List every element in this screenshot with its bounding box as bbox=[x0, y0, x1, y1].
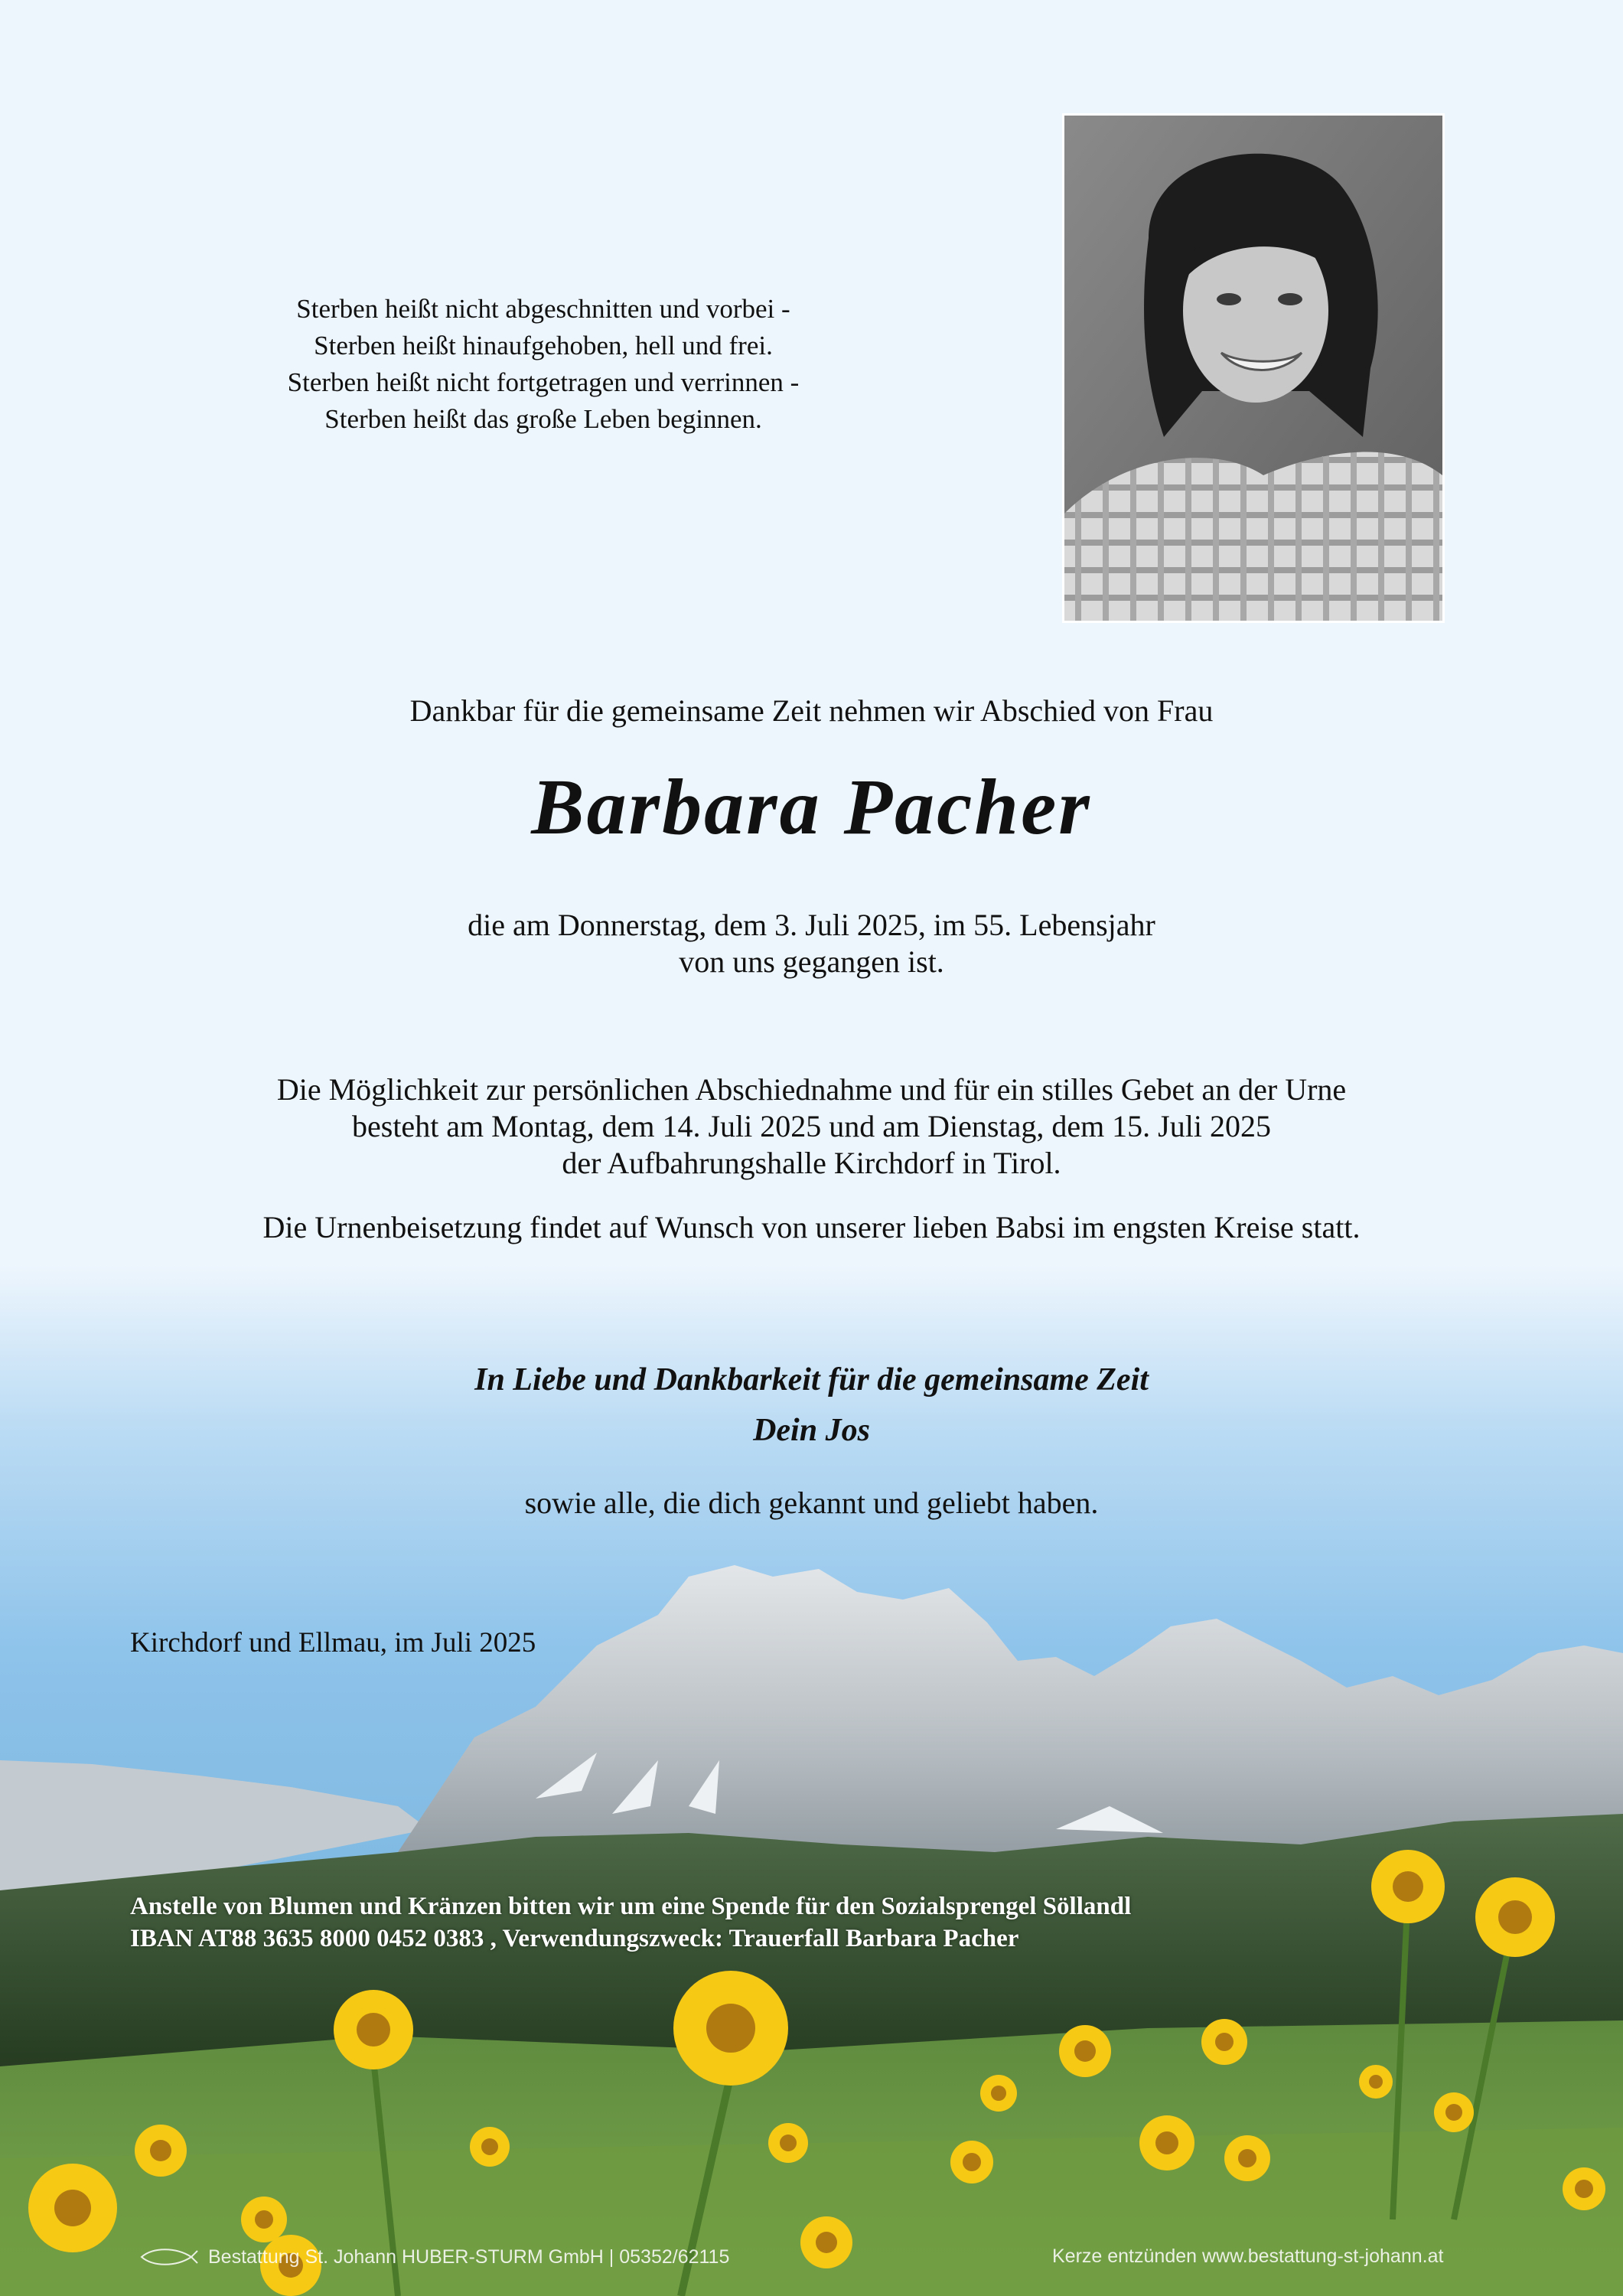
poem-line: Sterben heißt nicht abgeschnitten und vorbei - bbox=[296, 294, 790, 324]
footer-left-text: Bestattung St. Johann HUBER-STURM GmbH | 05352/62115 bbox=[208, 2245, 730, 2268]
poem-line: Sterben heißt nicht fortgetragen und verrinnen - bbox=[287, 367, 800, 397]
fish-logo-icon bbox=[138, 2245, 199, 2268]
burial-info: Die Urnenbeisetzung findet auf Wunsch von unserer lieben Babsi im engsten Kreise statt. bbox=[262, 1210, 1361, 1244]
others-line: sowie alle, die dich gekannt und geliebt haben. bbox=[524, 1486, 1099, 1520]
intro-text: Dankbar für die gemeinsame Zeit nehmen wir Abschied von Frau bbox=[409, 693, 1214, 728]
poem-line: Sterben heißt das große Leben beginnen. bbox=[324, 404, 762, 434]
signature-line: Dein Jos bbox=[753, 1413, 870, 1448]
donation-info bbox=[130, 1890, 1131, 1955]
viewing-line: der Aufbahrungshalle Kirchdorf in Tirol. bbox=[562, 1146, 1061, 1180]
iban-line: IBAN AT88 3635 8000 0452 0383 , Verwendungszweck: Trauerfall Barbara Pacher bbox=[130, 1925, 1019, 1952]
viewing-info bbox=[0, 1071, 1623, 1182]
portrait-photo bbox=[1062, 113, 1445, 623]
poem bbox=[230, 291, 857, 438]
death-line: die am Donnerstag, dem 3. Juli 2025, im 55. Lebensjahr bbox=[468, 908, 1155, 942]
place-date: Kirchdorf und Ellmau, im Juli 2025 bbox=[130, 1627, 536, 1658]
viewing-line: besteht am Montag, dem 14. Juli 2025 und am Dienstag, dem 15. Juli 2025 bbox=[352, 1109, 1271, 1143]
candle-link[interactable]: Kerze entzünden www.bestattung-st-johann.at bbox=[1052, 2245, 1444, 2267]
deceased-name: Barbara Pacher bbox=[531, 763, 1092, 851]
thanks-line: In Liebe und Dankbarkeit für die gemeinsame Zeit bbox=[474, 1362, 1149, 1397]
viewing-line: Die Möglichkeit zur persönlichen Abschiednahme und für ein stilles Gebet an der Urne bbox=[276, 1072, 1347, 1107]
thanks-signature bbox=[0, 1355, 1623, 1456]
death-notice bbox=[0, 907, 1623, 980]
poem-line: Sterben heißt hinaufgehoben, hell und frei. bbox=[314, 331, 773, 360]
death-line: von uns gegangen ist. bbox=[679, 944, 944, 979]
footer-funeral-home bbox=[138, 2245, 729, 2268]
donation-line: Anstelle von Blumen und Kränzen bitten wir um eine Spende für den Sozialsprengel Söllandl bbox=[130, 1893, 1132, 1920]
